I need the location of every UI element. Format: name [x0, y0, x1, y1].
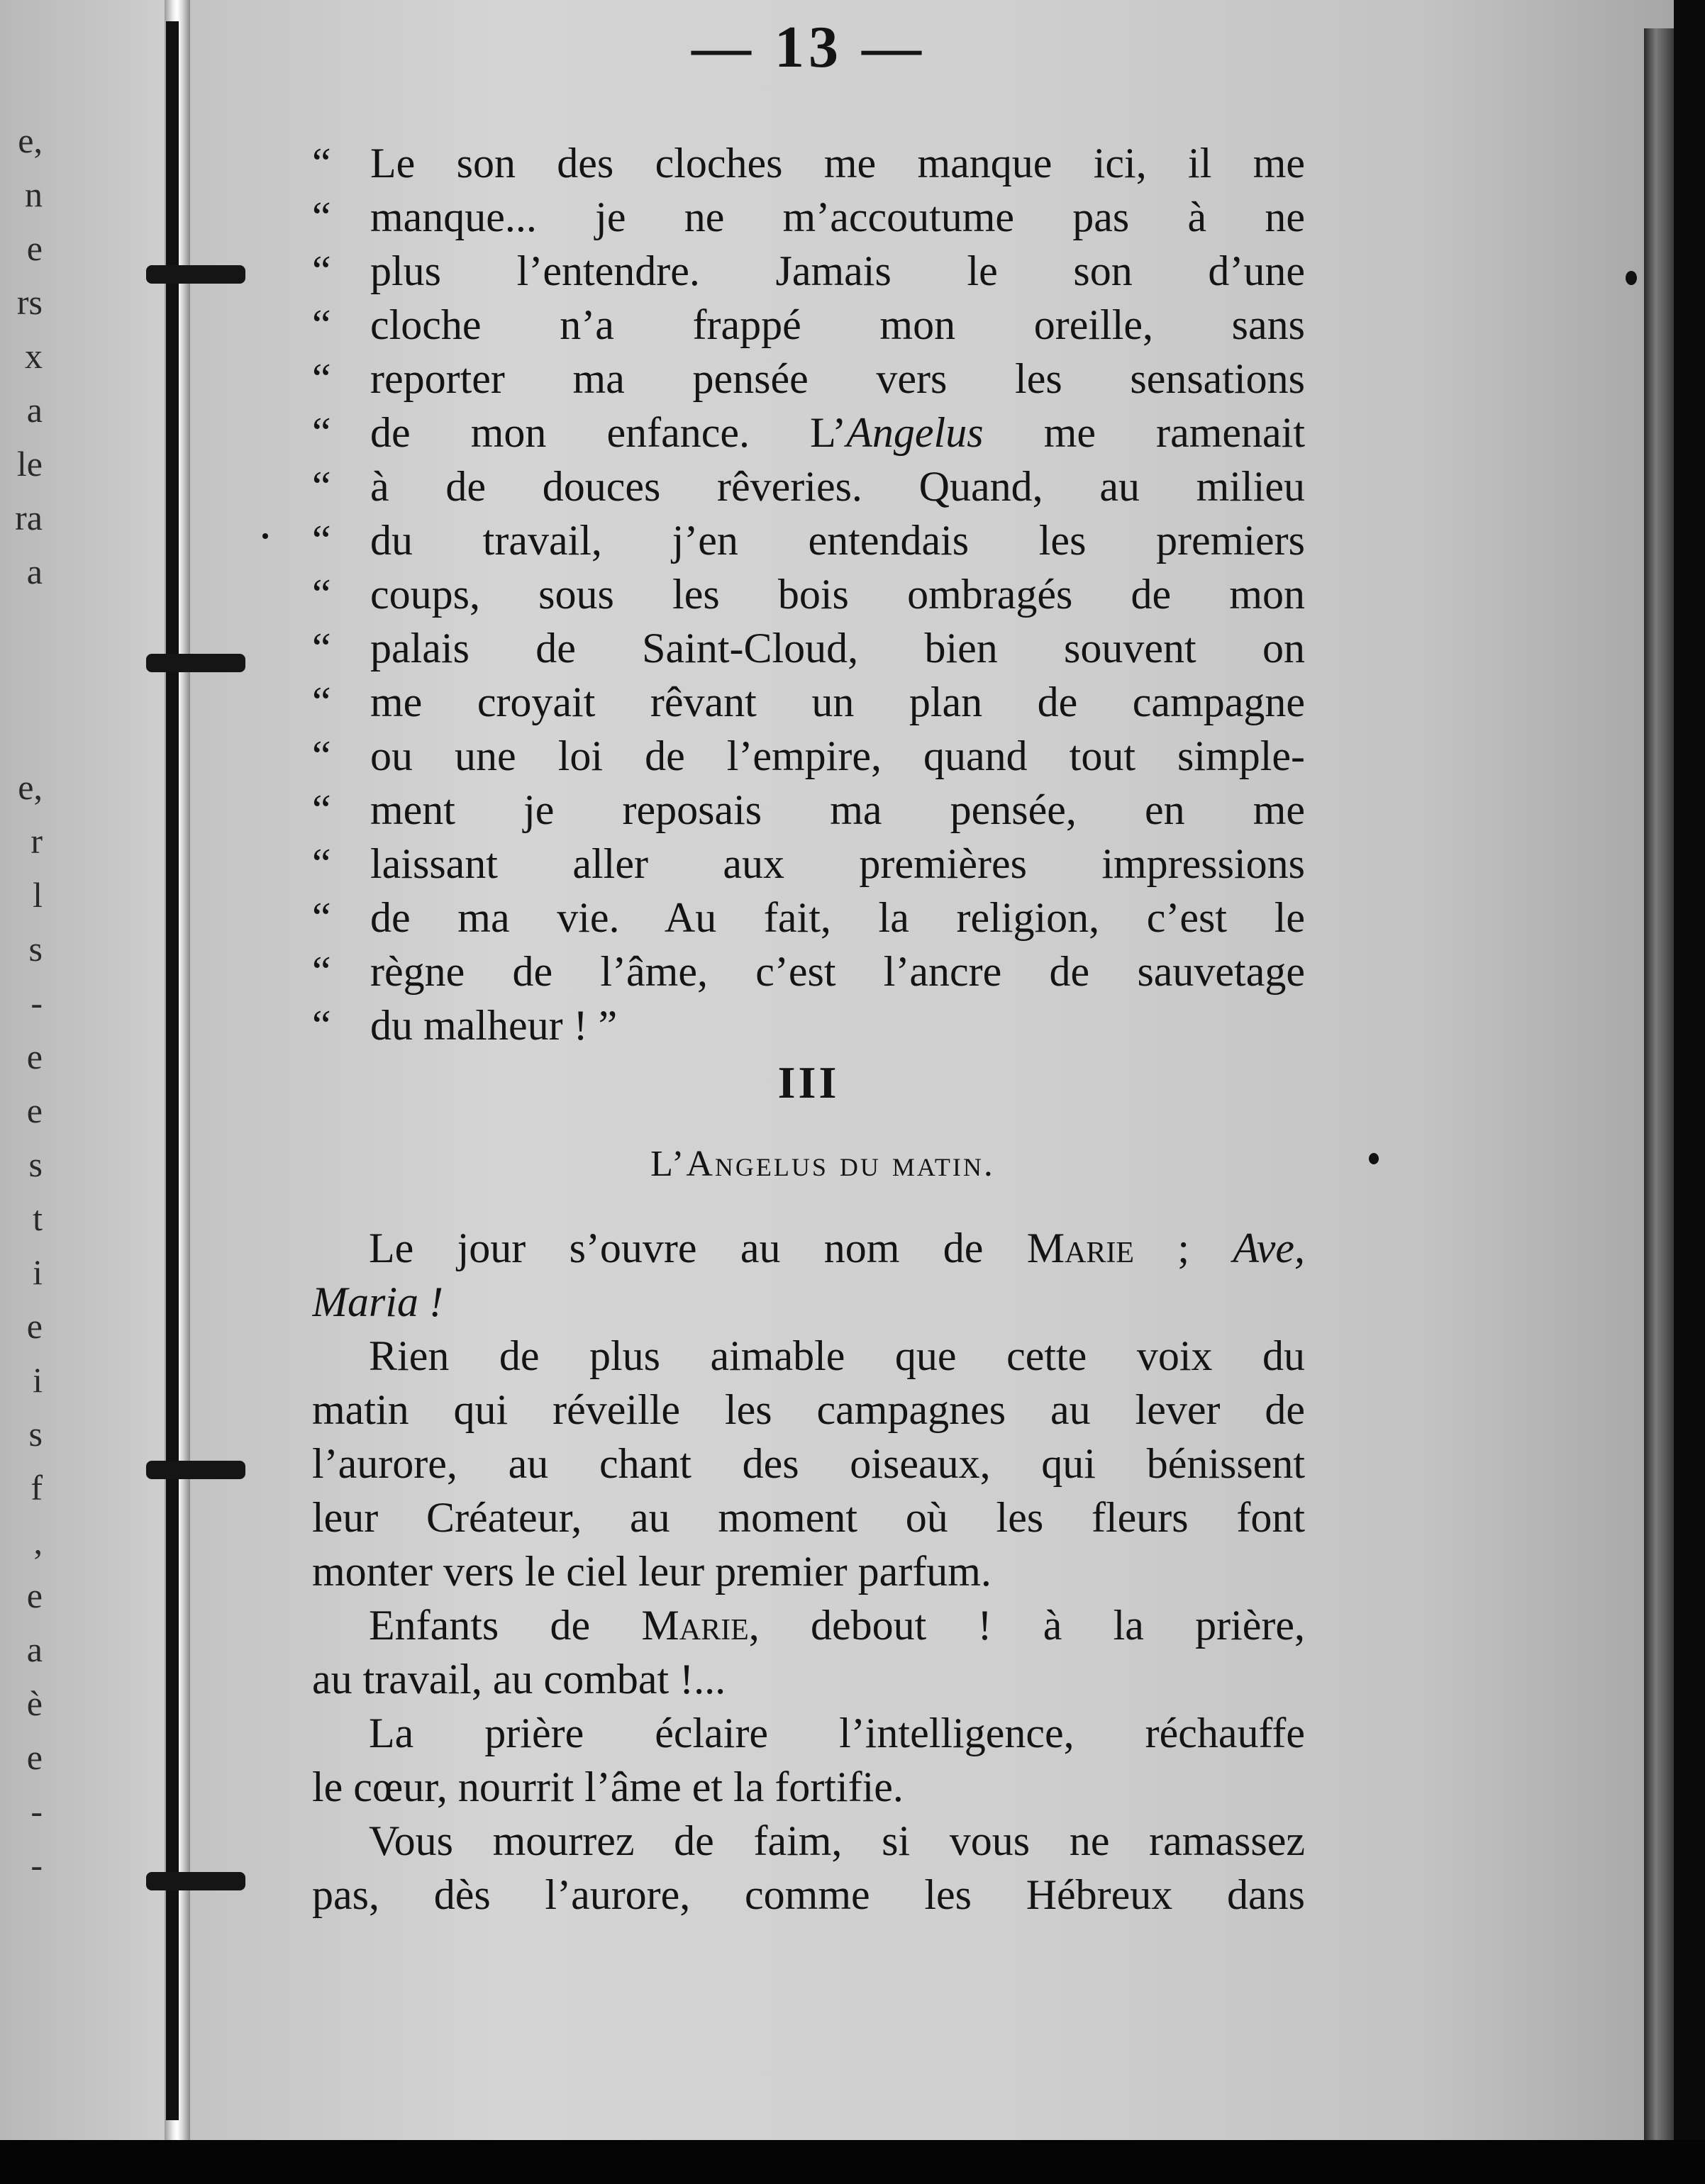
maria-italic: Maria ! [312, 1278, 443, 1325]
quote-line [312, 567, 1305, 621]
body-line: le cœur, nourrit l’âme et la fortifie. [312, 1764, 904, 1810]
body-line: au travail, au combat !... [312, 1656, 726, 1703]
page-bottom-edge [0, 2140, 1705, 2184]
quote-mark: “ [312, 948, 331, 995]
quote-line [312, 621, 1305, 675]
section-body [312, 1221, 1305, 1922]
body-text-segment: ; [1134, 1225, 1233, 1271]
quote-mark: “ [312, 517, 331, 564]
binding-stitch [146, 1872, 245, 1890]
quote-mark: “ [312, 625, 331, 672]
ave-italic: Ave, [1233, 1225, 1305, 1271]
quote-line [312, 136, 1305, 190]
quote-mark: “ [312, 247, 331, 294]
quote-mark: “ [312, 355, 331, 402]
body-line: l’aurore, au chant des oiseaux, qui bénissent [312, 1440, 1305, 1487]
quote-line-text: du travail, j’en entendais les premiers [370, 517, 1305, 564]
quote-text-segment: me ramenait [983, 409, 1305, 456]
binding-thread [166, 21, 179, 2120]
body-line: pas, dès l’aurore, comme les Hébreux dans [312, 1871, 1305, 1918]
quote-text-segment: de mon enfance. L’ [370, 409, 847, 456]
body-text-segment: , debout ! à la prière, [748, 1602, 1305, 1649]
angelus-italic: Angelus [846, 409, 984, 456]
body-line [312, 1221, 1305, 1275]
quote-mark: “ [312, 732, 331, 779]
quote-mark: “ [312, 894, 331, 941]
quote-mark: “ [312, 840, 331, 887]
section-title: L’Angelus du matin. [650, 1144, 995, 1184]
page-number: — 13 — [692, 14, 926, 80]
quote-line-text: de ma vie. Au fait, la religion, c’est le [370, 894, 1305, 941]
quote-line [312, 891, 1305, 945]
quote-line [312, 190, 1305, 244]
facing-page-fragments: e, n e rs x a le ra a e, r l s - e e s t i e i s f , e a è e - - [15, 121, 43, 1885]
quote-mark: “ [312, 140, 331, 186]
body-line: leur Créateur, au moment où les fleurs font [312, 1494, 1305, 1541]
quote-line-text: à de douces rêveries. Quand, au milieu [370, 463, 1305, 510]
quote-line [312, 298, 1305, 352]
quote-line [312, 998, 1305, 1052]
quote-line [312, 406, 1305, 459]
quote-line-text: cloche n’a frappé mon oreille, sans [370, 301, 1305, 348]
quote-line-text: coups, sous les bois ombragés de mon [370, 571, 1305, 618]
body-line: La prière éclaire l’intelligence, réchauffe [369, 1710, 1305, 1756]
quote-line-text: me croyait rêvant un plan de campagne [370, 679, 1305, 725]
body-text-segment: Le jour s’ouvre au nom de [369, 1225, 1027, 1271]
quote-line [312, 459, 1305, 513]
quote-mark: “ [312, 194, 331, 240]
page-right-edge [1644, 28, 1674, 2149]
ink-speck [262, 533, 268, 539]
ink-speck [1369, 1153, 1379, 1164]
quote-mark: “ [312, 1002, 331, 1049]
quote-line [312, 837, 1305, 891]
marie-smallcaps: Marie [641, 1602, 749, 1649]
quote-mark: “ [312, 679, 331, 725]
facing-page-edge [0, 0, 177, 2149]
quote-mark: “ [312, 571, 331, 618]
binding-stitch [146, 654, 245, 672]
quote-line [312, 945, 1305, 998]
quote-line-text: ment je reposais ma pensée, en me [370, 786, 1305, 833]
quote-line [312, 783, 1305, 837]
quote-line [312, 729, 1305, 783]
quote-line [312, 675, 1305, 729]
quote-line-text: Le son des cloches me manque ici, il me [370, 140, 1305, 186]
quote-line-text: manque... je ne m’accoutume pas à ne [370, 194, 1305, 240]
quote-mark: “ [312, 463, 331, 510]
body-line: monter vers le ciel leur premier parfum. [312, 1548, 992, 1595]
body-line: matin qui réveille les campagnes au lever de [312, 1386, 1305, 1433]
quote-line-text: reporter ma pensée vers les sensations [370, 355, 1305, 402]
quote-line [312, 513, 1305, 567]
marie-smallcaps: Marie [1026, 1225, 1135, 1271]
body-text-segment: Enfants de [369, 1602, 642, 1649]
quote-line [312, 244, 1305, 298]
quote-line-text: laissant aller aux premières impressions [370, 840, 1305, 887]
body-line [312, 1275, 1305, 1329]
quotation-block [312, 136, 1305, 1052]
quote-mark: “ [312, 409, 331, 456]
quote-mark: “ [312, 301, 331, 348]
quote-line-text: ou une loi de l’empire, quand tout simple- [370, 732, 1305, 779]
binding-stitch [146, 1461, 245, 1479]
binding-stitch [146, 265, 245, 284]
quote-mark: “ [312, 786, 331, 833]
section-number: III [777, 1057, 840, 1108]
quote-line-text: règne de l’âme, c’est l’ancre de sauvetage [370, 948, 1305, 995]
ink-speck [1626, 271, 1637, 285]
body-line [312, 1598, 1305, 1652]
quote-line [312, 352, 1305, 406]
quote-line-text: du malheur ! ” [370, 1002, 618, 1049]
quote-line-text: palais de Saint-Cloud, bien souvent on [370, 625, 1305, 672]
quote-line-text: plus l’entendre. Jamais le son d’une [370, 247, 1305, 294]
body-line: Rien de plus aimable que cette voix du [369, 1332, 1305, 1379]
quote-line-text [370, 406, 1305, 459]
body-line: Vous mourrez de faim, si vous ne ramassez [369, 1817, 1305, 1864]
